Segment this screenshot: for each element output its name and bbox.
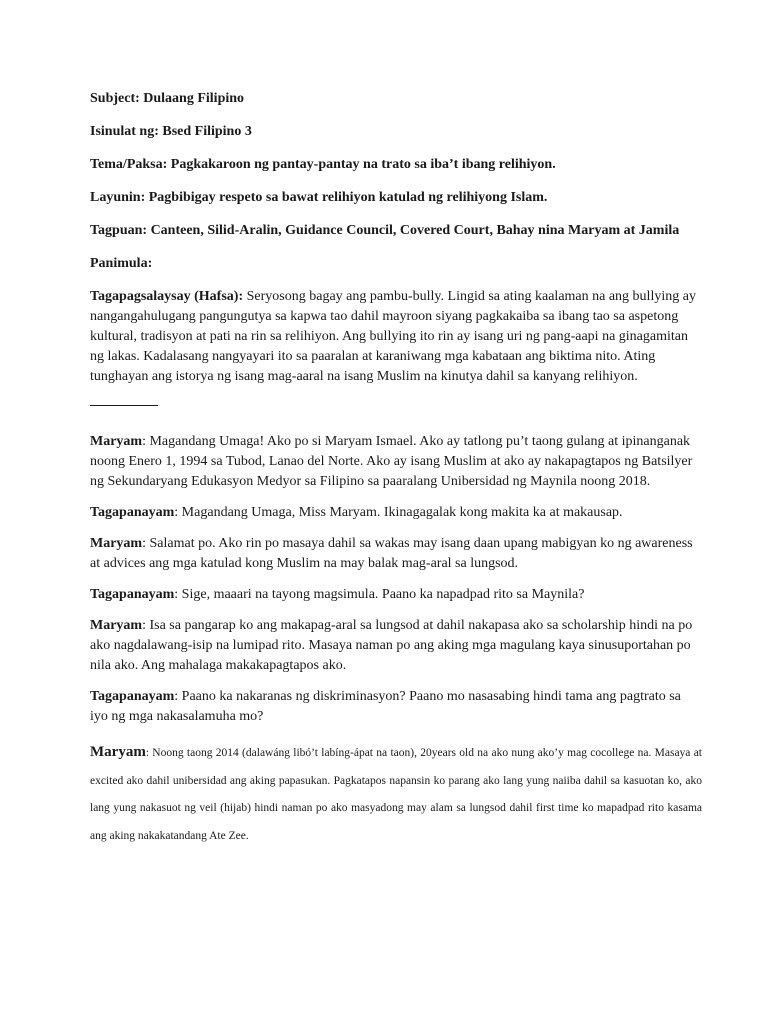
theme-line: Tema/Paksa: Pagkakaroon ng pantay-pantay na trato sa iba’t ibang relihiyon.	[90, 157, 556, 172]
dialogue-line	[90, 503, 702, 523]
objective-line: Layunin: Pagbibigay respeto sa bawat relihiyon katulad ng relihiyong Islam.	[90, 190, 548, 205]
dialogue-text: : Salamat po. Ako rin po masaya dahil sa wakas may isang daan upang mabigyan ko ng awareness at advices ang mga katulad kong Muslim na may balak mag-aral sa lungsod.	[90, 536, 693, 571]
dialogue-text: : Sige, maaari na tayong magsimula. Paano ka napadpad rito sa Maynila?	[174, 587, 585, 602]
dialogue-line	[90, 534, 702, 574]
dialogue-text: : Magandang Umaga, Miss Maryam. Ikinagagalak kong makita ka at makausap.	[174, 505, 623, 520]
document-page	[90, 90, 702, 861]
dialogue-text: : Isa sa pangarap ko ang makapag-aral sa lungsod at dahil nakapasa ako sa scholarship hindi na po ako nagdalawang-isip na lumipad rito. Masaya naman po ang aking mga magulang kaya sinusuportahan po nila ako. Ang mahalaga makakapagtapos ako.	[90, 618, 693, 673]
speaker-name: Tagapanayam	[90, 689, 175, 704]
section-divider	[90, 405, 158, 406]
dialogue-text: : Noong taong 2014 (dalawáng libó’t labíng-ápat na taon), 20years old na ako nung ako’y mag cocollege na. Masaya at excited ako dahil unibersidad ang aking papasukan. Pagkatapos napansin ko parang ako lang yung naiiba dahil sa kasuotan ko, ako lang yung nakasuot ng veil (hijab) hindi naman po ako masyadong may alam sa lungsod dahil first time ko mapadpad rito kasama ang aking nakakatandang Ate Zee.	[90, 747, 702, 842]
setting-line: Tagpuan: Canteen, Silid-Aralin, Guidance Council, Covered Court, Bahay nina Maryam at Jamila	[90, 223, 680, 238]
dialogue-line	[90, 616, 702, 676]
author-line: Isinulat ng: Bsed Filipino 3	[90, 124, 252, 139]
speaker-name: Tagapanayam	[90, 587, 175, 602]
dialogue-line	[90, 687, 702, 727]
intro-heading: Panimula:	[90, 256, 153, 271]
dialogue-line-justified	[90, 739, 702, 850]
dialogue-line	[90, 432, 702, 492]
dialogue-line	[90, 585, 702, 605]
speaker-name: Maryam	[90, 434, 143, 449]
dialogue-text: : Paano ka nakaranas ng diskriminasyon? Paano mo nasasabing hindi tama ang pagtrato sa iyo ng mga nakasalamuha mo?	[90, 689, 681, 724]
narration-paragraph	[90, 287, 702, 387]
narration-text: Seryosong bagay ang pambu-bully. Lingid sa ating kaalaman na ang bullying ay nangangahulugang pangungutya sa kapwa tao dahil mayroon siyang pagkakaiba sa ibang tao sa aspetong kultural, tradisyon at pati na rin sa relihiyon. Ang bullying ito rin ay isang uri ng pang-aapi na ginagamitan ng lakas. Kadalasang nangyayari ito sa paaralan at karaniwang mga kabataan ang biktima nito. Ating tunghayan ang istorya ng isang mag-aaral na isang Muslim na kinutya dahil sa kanyang relihiyon.	[90, 289, 696, 384]
subject-line: Subject: Dulaang Filipino	[90, 91, 245, 106]
narrator-name: Tagapagsalaysay (Hafsa):	[90, 289, 244, 304]
speaker-name: Maryam	[90, 744, 146, 760]
dialogue-text: : Magandang Umaga! Ako po si Maryam Ismael. Ako ay tatlong pu’t taong gulang at ipinanganak noong Enero 1, 1994 sa Tubod, Lanao del Norte. Ako ay isang Muslim at ako ay nakapagtapos ng Batsilyer ng Sekundaryang Edukasyon Medyor sa Filipino sa paaralang Unibersidad ng Maynila noong 2018.	[90, 434, 693, 489]
speaker-name: Maryam	[90, 618, 143, 633]
speaker-name: Tagapanayam	[90, 505, 175, 520]
speaker-name: Maryam	[90, 536, 143, 551]
